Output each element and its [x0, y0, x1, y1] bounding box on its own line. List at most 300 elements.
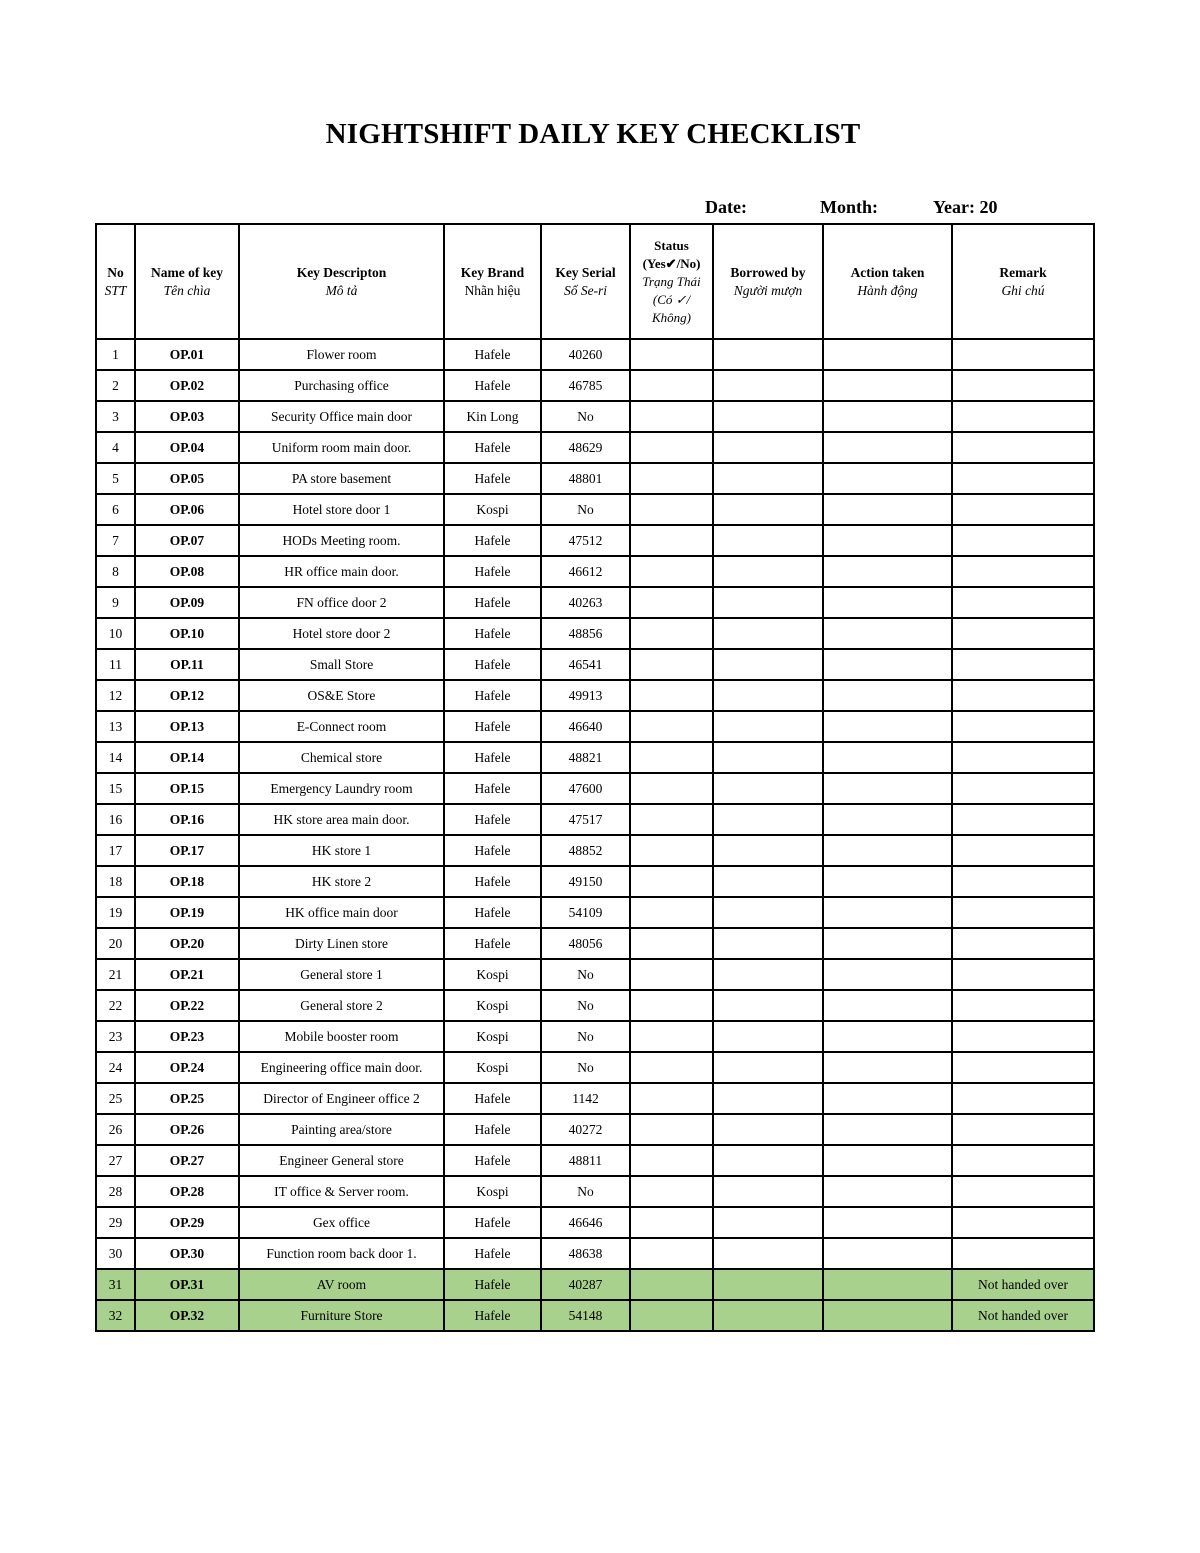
cell-serial: 47517	[541, 804, 630, 835]
header-brand-en: Key Brand	[460, 264, 525, 280]
cell-no: 18	[96, 866, 135, 897]
cell-remark[interactable]	[952, 1021, 1094, 1052]
cell-remark[interactable]	[952, 959, 1094, 990]
cell-description: HR office main door.	[239, 556, 444, 587]
cell-serial: 47600	[541, 773, 630, 804]
cell-action-taken[interactable]	[823, 401, 952, 432]
cell-description: Painting area/store	[239, 1114, 444, 1145]
cell-serial: 46541	[541, 649, 630, 680]
cell-borrowed-by[interactable]	[713, 370, 823, 401]
cell-key-name: OP.20	[135, 928, 239, 959]
table-row	[96, 1114, 1094, 1145]
cell-serial: No	[541, 1176, 630, 1207]
table-row	[96, 1176, 1094, 1207]
cell-action-taken[interactable]	[823, 525, 952, 556]
cell-remark[interactable]	[952, 1238, 1094, 1269]
cell-action-taken[interactable]	[823, 1269, 952, 1300]
cell-borrowed-by[interactable]	[713, 1083, 823, 1114]
cell-status[interactable]	[630, 990, 713, 1021]
cell-status[interactable]	[630, 773, 713, 804]
cell-status[interactable]	[630, 959, 713, 990]
cell-borrowed-by[interactable]	[713, 432, 823, 463]
table-body	[96, 339, 1094, 1331]
cell-borrowed-by[interactable]	[713, 897, 823, 928]
header-status-en: Status (Yes✔/No)	[642, 237, 701, 271]
cell-serial: 54109	[541, 897, 630, 928]
cell-description: HK office main door	[239, 897, 444, 928]
cell-borrowed-by[interactable]	[713, 928, 823, 959]
cell-remark[interactable]	[952, 494, 1094, 525]
month-label: Month:	[820, 197, 878, 217]
cell-serial: 48821	[541, 742, 630, 773]
cell-brand: Hafele	[444, 525, 541, 556]
cell-brand: Hafele	[444, 835, 541, 866]
header-description	[239, 224, 444, 339]
cell-action-taken[interactable]	[823, 494, 952, 525]
cell-key-name: OP.05	[135, 463, 239, 494]
cell-borrowed-by[interactable]	[713, 587, 823, 618]
cell-brand: Hafele	[444, 866, 541, 897]
cell-status[interactable]	[630, 401, 713, 432]
cell-action-taken[interactable]	[823, 742, 952, 773]
cell-status[interactable]	[630, 835, 713, 866]
cell-serial: 46612	[541, 556, 630, 587]
cell-serial: 49913	[541, 680, 630, 711]
cell-serial: 48638	[541, 1238, 630, 1269]
cell-action-taken[interactable]	[823, 711, 952, 742]
cell-key-name: OP.02	[135, 370, 239, 401]
cell-brand: Hafele	[444, 928, 541, 959]
cell-status[interactable]	[630, 742, 713, 773]
cell-description: Furniture Store	[239, 1300, 444, 1331]
cell-remark[interactable]	[952, 401, 1094, 432]
table-row	[96, 1145, 1094, 1176]
cell-borrowed-by[interactable]	[713, 1176, 823, 1207]
cell-brand: Kospi	[444, 959, 541, 990]
cell-remark[interactable]	[952, 556, 1094, 587]
cell-status[interactable]	[630, 1052, 713, 1083]
cell-serial: No	[541, 959, 630, 990]
cell-no: 23	[96, 1021, 135, 1052]
cell-brand: Hafele	[444, 1114, 541, 1145]
cell-action-taken[interactable]	[823, 897, 952, 928]
cell-no: 3	[96, 401, 135, 432]
cell-status[interactable]	[630, 1021, 713, 1052]
cell-key-name: OP.01	[135, 339, 239, 370]
cell-no: 30	[96, 1238, 135, 1269]
cell-borrowed-by[interactable]	[713, 835, 823, 866]
cell-borrowed-by[interactable]	[713, 463, 823, 494]
cell-serial: 40287	[541, 1269, 630, 1300]
cell-action-taken[interactable]	[823, 339, 952, 370]
cell-key-name: OP.27	[135, 1145, 239, 1176]
cell-status[interactable]	[630, 897, 713, 928]
cell-action-taken[interactable]	[823, 1052, 952, 1083]
cell-remark[interactable]	[952, 866, 1094, 897]
cell-remark[interactable]	[952, 618, 1094, 649]
cell-description: Dirty Linen store	[239, 928, 444, 959]
table-row	[96, 804, 1094, 835]
cell-brand: Hafele	[444, 680, 541, 711]
cell-serial: 46640	[541, 711, 630, 742]
header-no-vi: STT	[104, 282, 127, 298]
cell-borrowed-by[interactable]	[713, 1145, 823, 1176]
cell-remark[interactable]	[952, 804, 1094, 835]
cell-description: General store 2	[239, 990, 444, 1021]
cell-serial: No	[541, 1021, 630, 1052]
cell-status[interactable]	[630, 928, 713, 959]
cell-serial: 48856	[541, 618, 630, 649]
cell-status[interactable]	[630, 525, 713, 556]
cell-borrowed-by[interactable]	[713, 773, 823, 804]
cell-borrowed-by[interactable]	[713, 401, 823, 432]
cell-brand: Hafele	[444, 556, 541, 587]
cell-status[interactable]	[630, 866, 713, 897]
cell-description: Hotel store door 1	[239, 494, 444, 525]
cell-serial: No	[541, 494, 630, 525]
cell-brand: Hafele	[444, 773, 541, 804]
cell-brand: Kin Long	[444, 401, 541, 432]
cell-borrowed-by[interactable]	[713, 1052, 823, 1083]
cell-action-taken[interactable]	[823, 804, 952, 835]
cell-borrowed-by[interactable]	[713, 339, 823, 370]
cell-no: 11	[96, 649, 135, 680]
header-name-en: Name of key	[151, 264, 223, 280]
cell-remark[interactable]	[952, 1145, 1094, 1176]
cell-no: 12	[96, 680, 135, 711]
table-row	[96, 370, 1094, 401]
header-no	[96, 224, 135, 339]
table-row	[96, 618, 1094, 649]
cell-no: 1	[96, 339, 135, 370]
cell-description: Engineering office main door.	[239, 1052, 444, 1083]
cell-brand: Hafele	[444, 649, 541, 680]
table-row	[96, 773, 1094, 804]
cell-status[interactable]	[630, 804, 713, 835]
cell-remark[interactable]	[952, 835, 1094, 866]
cell-no: 7	[96, 525, 135, 556]
document-title: NIGHTSHIFT DAILY KEY CHECKLIST	[325, 118, 861, 150]
cell-remark[interactable]	[952, 897, 1094, 928]
cell-status[interactable]	[630, 587, 713, 618]
cell-key-name: OP.31	[135, 1269, 239, 1300]
cell-status[interactable]	[630, 1114, 713, 1145]
cell-no: 31	[96, 1269, 135, 1300]
table-row	[96, 928, 1094, 959]
cell-action-taken[interactable]	[823, 1207, 952, 1238]
cell-serial: 46646	[541, 1207, 630, 1238]
cell-brand: Hafele	[444, 1300, 541, 1331]
cell-status[interactable]	[630, 1145, 713, 1176]
cell-remark[interactable]	[952, 1207, 1094, 1238]
cell-no: 16	[96, 804, 135, 835]
cell-no: 17	[96, 835, 135, 866]
header-serial-en: Key Serial	[555, 264, 616, 280]
cell-key-name: OP.03	[135, 401, 239, 432]
cell-brand: Hafele	[444, 1238, 541, 1269]
cell-action-taken[interactable]	[823, 649, 952, 680]
cell-borrowed-by[interactable]	[713, 711, 823, 742]
cell-status[interactable]	[630, 1083, 713, 1114]
table-row	[96, 897, 1094, 928]
cell-description: PA store basement	[239, 463, 444, 494]
cell-key-name: OP.15	[135, 773, 239, 804]
cell-key-name: OP.04	[135, 432, 239, 463]
cell-remark[interactable]	[952, 1052, 1094, 1083]
cell-borrowed-by[interactable]	[713, 866, 823, 897]
header-remark	[952, 224, 1094, 339]
cell-action-taken[interactable]	[823, 990, 952, 1021]
cell-serial: 1142	[541, 1083, 630, 1114]
cell-description: Mobile booster room	[239, 1021, 444, 1052]
cell-status[interactable]	[630, 680, 713, 711]
header-borrowed	[713, 224, 823, 339]
table-row	[96, 432, 1094, 463]
header-borrowed-vi: Người mượn	[733, 282, 803, 298]
cell-status[interactable]	[630, 1269, 713, 1300]
cell-action-taken[interactable]	[823, 959, 952, 990]
cell-status[interactable]	[630, 556, 713, 587]
cell-key-name: OP.32	[135, 1300, 239, 1331]
cell-serial: No	[541, 401, 630, 432]
cell-brand: Hafele	[444, 742, 541, 773]
table-row	[96, 401, 1094, 432]
year-label: Year: 20	[933, 197, 998, 217]
table-row	[96, 742, 1094, 773]
cell-action-taken[interactable]	[823, 1114, 952, 1145]
cell-remark[interactable]	[952, 432, 1094, 463]
cell-description: Gex office	[239, 1207, 444, 1238]
cell-no: 25	[96, 1083, 135, 1114]
table-row	[96, 1300, 1094, 1331]
cell-borrowed-by[interactable]	[713, 1300, 823, 1331]
cell-action-taken[interactable]	[823, 587, 952, 618]
cell-no: 22	[96, 990, 135, 1021]
cell-remark[interactable]	[952, 680, 1094, 711]
header-status	[630, 224, 713, 339]
cell-status[interactable]	[630, 494, 713, 525]
cell-remark[interactable]	[952, 742, 1094, 773]
cell-no: 10	[96, 618, 135, 649]
cell-remark[interactable]	[952, 339, 1094, 370]
cell-key-name: OP.09	[135, 587, 239, 618]
table-row	[96, 525, 1094, 556]
table-row	[96, 959, 1094, 990]
cell-no: 5	[96, 463, 135, 494]
cell-no: 14	[96, 742, 135, 773]
cell-action-taken[interactable]	[823, 432, 952, 463]
header-serial	[541, 224, 630, 339]
table-row	[96, 1021, 1094, 1052]
cell-borrowed-by[interactable]	[713, 1114, 823, 1145]
cell-description: Hotel store door 2	[239, 618, 444, 649]
cell-brand: Kospi	[444, 990, 541, 1021]
cell-description: Uniform room main door.	[239, 432, 444, 463]
cell-status[interactable]	[630, 1300, 713, 1331]
cell-remark[interactable]	[952, 587, 1094, 618]
header-borrowed-en: Borrowed by	[730, 264, 806, 280]
cell-remark[interactable]: Not handed over	[952, 1300, 1094, 1331]
header-name	[135, 224, 239, 339]
table-row	[96, 1083, 1094, 1114]
cell-brand: Kospi	[444, 1021, 541, 1052]
header-action-vi: Hành động	[857, 282, 918, 298]
cell-key-name: OP.06	[135, 494, 239, 525]
cell-action-taken[interactable]	[823, 835, 952, 866]
cell-borrowed-by[interactable]	[713, 742, 823, 773]
cell-brand: Hafele	[444, 711, 541, 742]
cell-key-name: OP.16	[135, 804, 239, 835]
cell-action-taken[interactable]	[823, 866, 952, 897]
cell-remark[interactable]	[952, 649, 1094, 680]
cell-remark[interactable]	[952, 1083, 1094, 1114]
table-row	[96, 556, 1094, 587]
cell-remark[interactable]	[952, 928, 1094, 959]
cell-status[interactable]	[630, 1207, 713, 1238]
cell-key-name: OP.29	[135, 1207, 239, 1238]
cell-status[interactable]	[630, 370, 713, 401]
header-row	[96, 224, 1094, 339]
header-brand-vi: Nhãn hiệu	[464, 282, 521, 298]
cell-remark[interactable]	[952, 1114, 1094, 1145]
table-row	[96, 1238, 1094, 1269]
cell-remark[interactable]	[952, 711, 1094, 742]
cell-description: E-Connect room	[239, 711, 444, 742]
cell-key-name: OP.24	[135, 1052, 239, 1083]
cell-action-taken[interactable]	[823, 680, 952, 711]
cell-brand: Hafele	[444, 587, 541, 618]
cell-action-taken[interactable]	[823, 1021, 952, 1052]
cell-description: General store 1	[239, 959, 444, 990]
cell-no: 9	[96, 587, 135, 618]
table-row	[96, 1269, 1094, 1300]
cell-status[interactable]	[630, 649, 713, 680]
cell-remark[interactable]: Not handed over	[952, 1269, 1094, 1300]
table-row	[96, 463, 1094, 494]
cell-brand: Hafele	[444, 370, 541, 401]
cell-description: HODs Meeting room.	[239, 525, 444, 556]
cell-key-name: OP.18	[135, 866, 239, 897]
cell-action-taken[interactable]	[823, 370, 952, 401]
cell-description: HK store 1	[239, 835, 444, 866]
cell-action-taken[interactable]	[823, 1300, 952, 1331]
cell-action-taken[interactable]	[823, 556, 952, 587]
cell-action-taken[interactable]	[823, 1176, 952, 1207]
cell-remark[interactable]	[952, 463, 1094, 494]
cell-borrowed-by[interactable]	[713, 1207, 823, 1238]
header-remark-vi: Ghi chú	[1001, 282, 1045, 298]
cell-key-name: OP.30	[135, 1238, 239, 1269]
cell-key-name: OP.14	[135, 742, 239, 773]
cell-borrowed-by[interactable]	[713, 959, 823, 990]
cell-no: 13	[96, 711, 135, 742]
cell-borrowed-by[interactable]	[713, 1021, 823, 1052]
cell-serial: 48629	[541, 432, 630, 463]
cell-status[interactable]	[630, 339, 713, 370]
cell-status[interactable]	[630, 618, 713, 649]
cell-brand: Hafele	[444, 804, 541, 835]
cell-brand: Hafele	[444, 1207, 541, 1238]
date-label: Date:	[705, 197, 747, 217]
cell-serial: 47512	[541, 525, 630, 556]
cell-description: Engineer General store	[239, 1145, 444, 1176]
header-serial-vi: Số Se-ri	[563, 282, 608, 298]
header-description-vi: Mô tả	[325, 282, 358, 298]
cell-action-taken[interactable]	[823, 1145, 952, 1176]
cell-action-taken[interactable]	[823, 773, 952, 804]
cell-no: 20	[96, 928, 135, 959]
cell-borrowed-by[interactable]	[713, 525, 823, 556]
cell-remark[interactable]	[952, 990, 1094, 1021]
cell-borrowed-by[interactable]	[713, 990, 823, 1021]
cell-remark[interactable]	[952, 370, 1094, 401]
table-row	[96, 866, 1094, 897]
cell-remark[interactable]	[952, 525, 1094, 556]
cell-borrowed-by[interactable]	[713, 680, 823, 711]
cell-description: Small Store	[239, 649, 444, 680]
cell-brand: Kospi	[444, 1176, 541, 1207]
table-row	[96, 711, 1094, 742]
cell-borrowed-by[interactable]	[713, 1238, 823, 1269]
cell-remark[interactable]	[952, 1176, 1094, 1207]
table-row	[96, 649, 1094, 680]
table-row	[96, 587, 1094, 618]
cell-remark[interactable]	[952, 773, 1094, 804]
cell-borrowed-by[interactable]	[713, 1269, 823, 1300]
cell-key-name: OP.23	[135, 1021, 239, 1052]
cell-description: Security Office main door	[239, 401, 444, 432]
cell-no: 27	[96, 1145, 135, 1176]
cell-brand: Hafele	[444, 618, 541, 649]
cell-borrowed-by[interactable]	[713, 618, 823, 649]
cell-status[interactable]	[630, 1176, 713, 1207]
header-name-vi: Tên chìa	[163, 282, 211, 298]
table-row	[96, 1207, 1094, 1238]
cell-brand: Hafele	[444, 1145, 541, 1176]
cell-action-taken[interactable]	[823, 1083, 952, 1114]
cell-brand: Hafele	[444, 897, 541, 928]
table-row	[96, 835, 1094, 866]
cell-action-taken[interactable]	[823, 463, 952, 494]
header-remark-en: Remark	[999, 264, 1047, 280]
cell-key-name: OP.07	[135, 525, 239, 556]
cell-no: 19	[96, 897, 135, 928]
header-no-en: No	[107, 264, 124, 280]
cell-serial: 48801	[541, 463, 630, 494]
cell-no: 6	[96, 494, 135, 525]
cell-status[interactable]	[630, 711, 713, 742]
cell-action-taken[interactable]	[823, 618, 952, 649]
cell-borrowed-by[interactable]	[713, 804, 823, 835]
cell-description: AV room	[239, 1269, 444, 1300]
cell-serial: 48811	[541, 1145, 630, 1176]
cell-serial: No	[541, 990, 630, 1021]
cell-brand: Hafele	[444, 463, 541, 494]
table-row	[96, 339, 1094, 370]
cell-status[interactable]	[630, 1238, 713, 1269]
cell-borrowed-by[interactable]	[713, 649, 823, 680]
cell-status[interactable]	[630, 463, 713, 494]
header-action-en: Action taken	[850, 264, 925, 280]
cell-key-name: OP.10	[135, 618, 239, 649]
cell-action-taken[interactable]	[823, 928, 952, 959]
cell-borrowed-by[interactable]	[713, 556, 823, 587]
cell-key-name: OP.13	[135, 711, 239, 742]
cell-serial: 40260	[541, 339, 630, 370]
cell-action-taken[interactable]	[823, 1238, 952, 1269]
cell-borrowed-by[interactable]	[713, 494, 823, 525]
cell-status[interactable]	[630, 432, 713, 463]
